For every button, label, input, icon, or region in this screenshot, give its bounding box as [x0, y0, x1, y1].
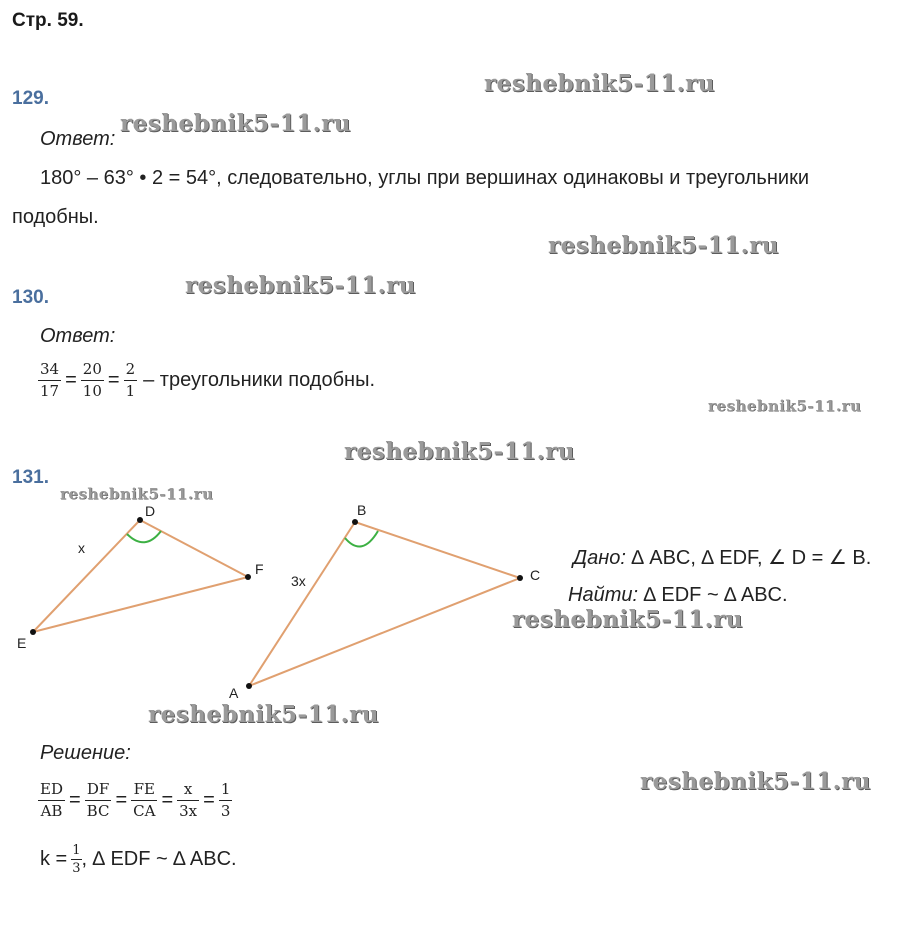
equals-sign: = [115, 789, 128, 811]
watermark-2: reshebnik5-11.ru [120, 110, 351, 137]
watermark-9: reshebnik5-11.ru [148, 701, 379, 728]
label-b: B [357, 502, 367, 518]
k-fraction: $\frac{1}{3}$ [72, 843, 81, 876]
watermark-10: reshebnik5-11.ru [640, 768, 871, 795]
triangle-edf [17, 503, 264, 651]
equals-sign: = [161, 789, 174, 811]
triangle-abc [229, 502, 540, 701]
problem-130-answer-label: Ответ: [40, 325, 116, 347]
problem-130-number: 130. [12, 287, 49, 308]
watermark-5: reshebnik5-11.ru [708, 397, 862, 415]
watermark-6: reshebnik5-11.ru [344, 438, 575, 465]
equals-sign: = [203, 789, 215, 811]
solution-ratio-equation [38, 782, 232, 819]
problem-131-number: 131. [12, 467, 49, 488]
watermark-4: reshebnik5-11.ru [185, 272, 416, 299]
label-side-3x: 3x [291, 573, 306, 589]
find-text: ∆ EDF ~ ∆ ABC. [643, 584, 788, 606]
problem-130-conclusion: – треугольники подобны. [143, 369, 376, 391]
fraction-ed-ab: $\frac{ED}{AB}$ [40, 780, 63, 820]
given-label: Дано: [573, 547, 626, 569]
point-a [246, 683, 252, 689]
problem-129-line-1: 180° – 63° • 2 = 54°, следовательно, углы при вершинах одинаковы и треугольники [40, 167, 809, 189]
problem-131-find [568, 584, 788, 607]
label-c: C [530, 567, 541, 583]
find-label: Найти: [568, 584, 639, 606]
problem-130-equation [38, 362, 375, 399]
problem-129-line-2: подобны. [12, 206, 99, 228]
label-a: A [229, 685, 239, 701]
watermark-3: reshebnik5-11.ru [548, 232, 779, 259]
point-f [245, 574, 251, 580]
side-ac [249, 578, 520, 686]
watermark-1: reshebnik5-11.ru [484, 70, 715, 97]
side-df [140, 520, 248, 577]
equals-sign: = [68, 789, 81, 811]
fraction-20-10: $\frac{20}{10}$ [82, 360, 102, 400]
point-e [30, 629, 36, 635]
equals-sign: = [65, 369, 77, 391]
k-suffix: , ∆ EDF ~ ∆ ABC. [81, 848, 237, 870]
watermark-7: reshebnik5-11.ru [60, 485, 214, 503]
similarity-coefficient [40, 844, 237, 875]
fraction-fe-ca: $\frac{FE}{CA}$ [133, 780, 156, 820]
solution-label: Решение: [40, 742, 131, 764]
problem-129-number: 129. [12, 88, 49, 109]
label-e: E [17, 635, 27, 651]
fraction-2-1: $\frac{2}{1}$ [125, 360, 136, 400]
problem-131-given [573, 545, 871, 570]
watermark-8: reshebnik5-11.ru [512, 606, 743, 633]
point-b [352, 519, 358, 525]
given-text: ∆ ABC, ∆ EDF, ∠ D = ∠ B. [631, 547, 872, 569]
label-side-x: x [78, 540, 85, 556]
point-c [517, 575, 523, 581]
equals-sign: = [107, 369, 120, 391]
side-bc [355, 522, 520, 578]
angle-d-arc [127, 531, 161, 542]
k-prefix: k = [40, 848, 68, 870]
angle-b-arc [345, 531, 378, 547]
side-ab [249, 522, 355, 686]
triangles-figure [0, 490, 560, 710]
fraction-34-17: $\frac{34}{17}$ [40, 360, 60, 400]
page-label: Стр. 59. [12, 10, 84, 31]
side-ef [33, 577, 248, 632]
point-d [137, 517, 143, 523]
fraction-df-bc: $\frac{DF}{BC}$ [86, 780, 110, 820]
label-d: D [145, 503, 156, 519]
problem-129-answer-label: Ответ: [40, 128, 116, 150]
side-de [33, 520, 140, 632]
fraction-1-3: $\frac{1}{3}$ [220, 780, 231, 820]
label-f: F [255, 561, 264, 577]
fraction-x-3x: $\frac{x}{3x}$ [179, 780, 198, 820]
